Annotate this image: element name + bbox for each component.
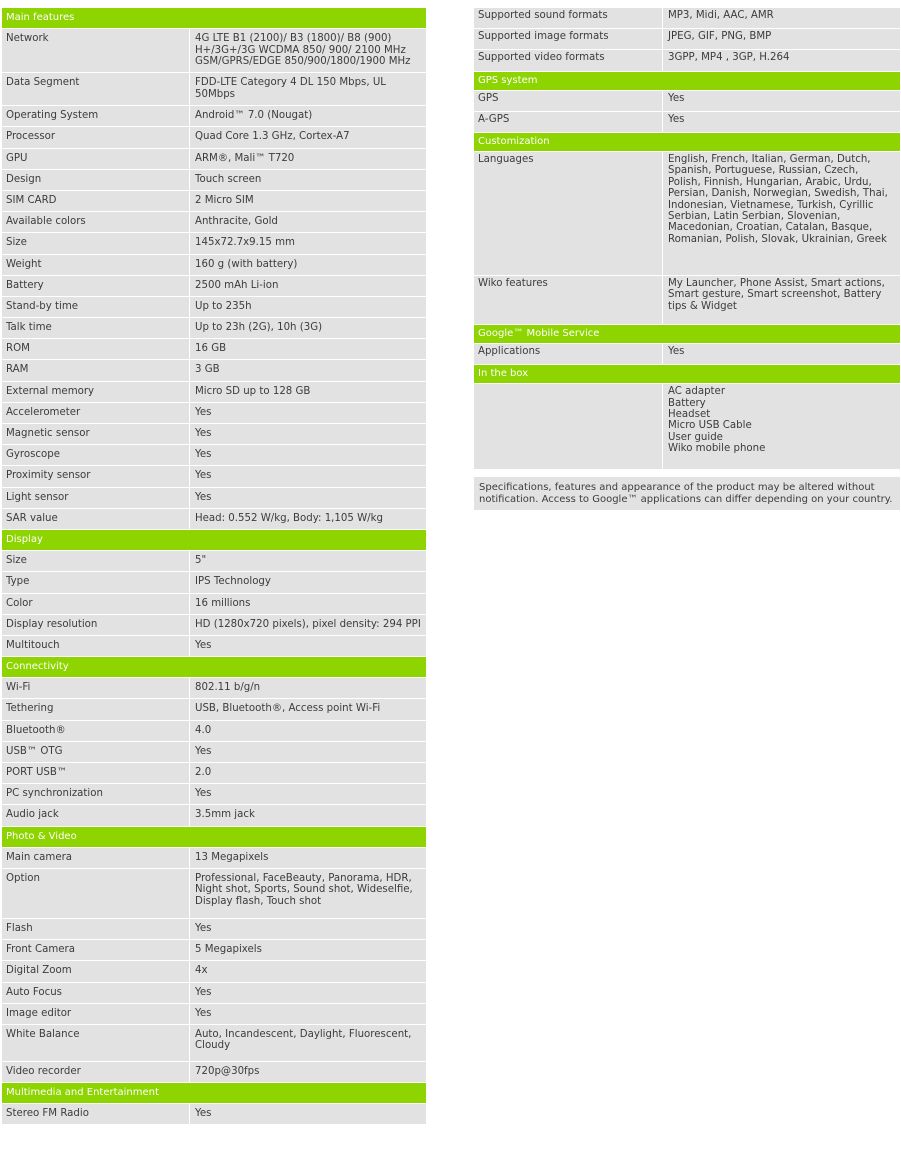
spec-row-talk-time — [2, 318, 426, 338]
spec-row-gps — [474, 91, 900, 111]
spec-label: Gyroscope — [6, 449, 60, 461]
spec-label: Image editor — [6, 1007, 72, 1019]
spec-label: Auto Focus — [6, 986, 62, 998]
spec-label: SAR value — [6, 512, 58, 524]
spec-row-image-editor — [2, 1004, 426, 1024]
spec-label: Size — [6, 237, 27, 249]
spec-row-video-recorder — [2, 1062, 426, 1082]
spec-label: Option — [6, 872, 40, 884]
spec-label: PORT USB™ — [6, 767, 68, 778]
spec-label: Light sensor — [6, 491, 69, 503]
spec-value: Android™ 7.0 (Nougat) — [189, 106, 426, 126]
spec-row-weight — [2, 255, 426, 275]
spec-value: Yes — [189, 488, 426, 508]
spec-value: Quad Core 1.3 GHz, Cortex-A7 — [189, 127, 426, 147]
spec-row-stand-by-time — [2, 297, 426, 317]
spec-row-bluetooth — [2, 721, 426, 741]
spec-value: Anthracite, Gold — [189, 212, 426, 232]
spec-label: White Balance — [6, 1028, 80, 1040]
spec-label: Proximity sensor — [6, 470, 91, 482]
spec-row-auto-focus — [2, 983, 426, 1003]
spec-label: External memory — [6, 385, 95, 397]
spec-label: Tethering — [6, 703, 54, 715]
spec-row-languages — [474, 152, 900, 275]
spec-value: 2.0 — [189, 763, 426, 783]
spec-row-flash — [2, 919, 426, 939]
spec-label: ROM — [6, 343, 30, 355]
spec-row-white-balance — [2, 1025, 426, 1061]
spec-row-tethering — [2, 699, 426, 719]
section-header-in-the-box: In the box — [474, 365, 900, 383]
spec-value: Head: 0.552 W/kg, Body: 1,105 W/kg — [189, 509, 426, 529]
spec-label: Video recorder — [6, 1065, 81, 1077]
section-header-connectivity: Connectivity — [2, 657, 426, 677]
spec-row-display-resolution — [2, 615, 426, 635]
spec-value: 3.5mm jack — [189, 805, 426, 825]
spec-row-digital-zoom — [2, 961, 426, 981]
spec-value: Up to 235h — [189, 297, 426, 317]
spec-label: Stand-by time — [6, 300, 79, 312]
spec-value: Yes — [662, 344, 900, 364]
spec-label — [474, 384, 662, 469]
spec-row-wiko-features — [474, 276, 900, 324]
spec-row-gyroscope — [2, 445, 426, 465]
spec-label: Supported video formats — [478, 52, 605, 64]
spec-value: Auto, Incandescent, Daylight, Fluorescent, Cloudy — [189, 1025, 426, 1061]
spec-label: Bluetooth® — [6, 724, 66, 736]
spec-row-available-colors — [2, 212, 426, 232]
spec-value: 16 millions — [189, 594, 426, 614]
spec-row-a-gps — [474, 112, 900, 132]
section-header-main-features: Main features — [2, 8, 426, 28]
spec-value: FDD-LTE Category 4 DL 150 Mbps, UL 50Mbps — [189, 73, 426, 105]
spec-label: Applications — [478, 345, 541, 357]
spec-label: Digital Zoom — [6, 965, 72, 977]
spec-value: Yes — [189, 1004, 426, 1024]
spec-value: 4x — [189, 961, 426, 981]
spec-row-supported-video-formats — [474, 50, 900, 70]
spec-label: Talk time — [6, 322, 52, 334]
spec-value: Yes — [189, 636, 426, 656]
spec-row-data-segment — [2, 73, 426, 105]
spec-label: Battery — [6, 279, 44, 291]
spec-row-color — [2, 594, 426, 614]
spec-value: MP3, Midi, AAC, AMR — [662, 8, 900, 28]
spec-row-external-memory — [2, 382, 426, 402]
spec-value: 145x72.7x9.15 mm — [189, 233, 426, 253]
spec-value: Yes — [189, 466, 426, 486]
spec-value: Touch screen — [189, 170, 426, 190]
spec-value: English, French, Italian, German, Dutch, Spanish, Portuguese, Russian, Czech, Polish, Finnish, Hungarian, Arabic, Urdu, Persian, Danish, Norwegian, Swedish, Thai, Indonesian, Vietnamese, Turkish, Cyrillic Serbian, Latin Serbian, Slovenian, Macedonian, Croatian, Catalan, Basque, Romanian, Polish, Slovak, Ukrainian, Greek — [662, 152, 900, 275]
spec-value: Micro SD up to 128 GB — [189, 382, 426, 402]
spec-value: 802.11 b/g/n — [189, 678, 426, 698]
spec-label: Audio jack — [6, 809, 59, 821]
spec-value: Up to 23h (2G), 10h (3G) — [189, 318, 426, 338]
spec-value: 2 Micro SIM — [189, 191, 426, 211]
spec-value: Yes — [189, 445, 426, 465]
spec-label: Accelerometer — [6, 406, 81, 418]
spec-row-size — [2, 233, 426, 253]
spec-row-stereo-fm-radio — [2, 1104, 426, 1124]
spec-row-ram — [2, 360, 426, 380]
spec-row-network — [2, 29, 426, 72]
spec-row-wi-fi — [2, 678, 426, 698]
spec-row-gpu — [2, 149, 426, 169]
spec-row-port-usb — [2, 763, 426, 783]
spec-label: Wiko features — [478, 277, 548, 289]
spec-row-multitouch — [2, 636, 426, 656]
spec-label: Size — [6, 555, 27, 567]
spec-row-supported-image-formats — [474, 29, 900, 49]
spec-row-option — [2, 869, 426, 918]
spec-label: Front Camera — [6, 944, 75, 956]
spec-row-proximity-sensor — [2, 466, 426, 486]
spec-label: Network — [6, 33, 49, 45]
spec-value: JPEG, GIF, PNG, BMP — [662, 29, 900, 49]
spec-label: SIM CARD — [6, 194, 57, 206]
spec-value: 4.0 — [189, 721, 426, 741]
spec-label: Color — [6, 597, 33, 609]
spec-row-main-camera — [2, 848, 426, 868]
spec-value: Yes — [189, 403, 426, 423]
spec-value: My Launcher, Phone Assist, Smart actions, Smart gesture, Smart screenshot, Battery tips & Widget — [662, 276, 900, 324]
section-header-display: Display — [2, 530, 426, 550]
spec-value: 3GPP, MP4 , 3GP, H.264 — [662, 50, 900, 70]
spec-label: GPU — [6, 152, 28, 164]
spec-label: Type — [6, 576, 30, 588]
spec-label: Flash — [6, 922, 33, 934]
spec-row-usb-otg — [2, 742, 426, 762]
spec-label: A-GPS — [478, 113, 510, 125]
spec-row-size — [2, 551, 426, 571]
spec-value: HD (1280x720 pixels), pixel density: 294 PPI — [189, 615, 426, 635]
spec-label: Processor — [6, 131, 56, 143]
section-header-google-mobile-service: Google™ Mobile Service — [474, 325, 900, 343]
spec-value: IPS Technology — [189, 572, 426, 592]
spec-value: Yes — [662, 112, 900, 132]
section-header-gps-system: GPS system — [474, 72, 900, 90]
spec-label: Display resolution — [6, 618, 98, 630]
spec-label: RAM — [6, 364, 29, 376]
spec-value: 4G LTE B1 (2100)/ B3 (1800)/ B8 (900) H+/3G+/3G WCDMA 850/ 900/ 2100 MHz GSM/GPRS/EDGE 850/900/1800/1900 MHz — [189, 29, 426, 72]
spec-value: Yes — [189, 983, 426, 1003]
spec-row-sim-card — [2, 191, 426, 211]
spec-value: 16 GB — [189, 339, 426, 359]
spec-row-design — [2, 170, 426, 190]
spec-row-audio-jack — [2, 805, 426, 825]
spec-value: Yes — [189, 919, 426, 939]
spec-label: Design — [6, 173, 42, 185]
spec-label: Stereo FM Radio — [6, 1108, 89, 1120]
specs-table-left — [2, 8, 426, 1125]
spec-row-rom — [2, 339, 426, 359]
spec-label: Available colors — [6, 216, 86, 228]
spec-value: 13 Megapixels — [189, 848, 426, 868]
spec-value: 720p@30fps — [189, 1062, 426, 1082]
section-header-customization: Customization — [474, 133, 900, 151]
spec-label: Wi-Fi — [6, 682, 31, 694]
spec-row-light-sensor — [2, 488, 426, 508]
spec-value: Yes — [189, 784, 426, 804]
spec-label: Data Segment — [6, 77, 80, 89]
spec-row-accelerometer — [2, 403, 426, 423]
spec-value: 160 g (with battery) — [189, 255, 426, 275]
spec-row-operating-system — [2, 106, 426, 126]
spec-value: Yes — [189, 1104, 426, 1124]
section-header-photo-video: Photo & Video — [2, 827, 426, 847]
spec-label: Main camera — [6, 851, 73, 863]
spec-value: ARM®, Mali™ T720 — [189, 149, 426, 169]
spec-value: 5" — [189, 551, 426, 571]
spec-value: 2500 mAh Li-ion — [189, 276, 426, 296]
spec-label: Operating System — [6, 110, 99, 122]
spec-label: USB™ OTG — [6, 745, 63, 757]
spec-value: Yes — [662, 91, 900, 111]
spec-label: Magnetic sensor — [6, 428, 90, 439]
spec-value: 3 GB — [189, 360, 426, 380]
spec-label: Languages — [478, 153, 534, 165]
spec-label: GPS — [478, 92, 499, 104]
spec-label: PC synchronization — [6, 788, 103, 800]
spec-label: Weight — [6, 258, 42, 270]
spec-value: 5 Megapixels — [189, 940, 426, 960]
spec-row-applications — [474, 344, 900, 364]
spec-label: Supported image formats — [478, 31, 609, 43]
spec-row-front-camera — [2, 940, 426, 960]
specs-table-right — [474, 8, 900, 510]
spec-row-type — [2, 572, 426, 592]
spec-value: Yes — [189, 424, 426, 444]
spec-row-sar-value — [2, 509, 426, 529]
section-header-multimedia-and-entertainment: Multimedia and Entertainment — [2, 1083, 426, 1103]
spec-row-supported-sound-formats — [474, 8, 900, 28]
spec-value: AC adapter Battery Headset Micro USB Cable User guide Wiko mobile phone — [662, 384, 900, 469]
spec-label: Multitouch — [6, 639, 60, 651]
spec-value: USB, Bluetooth®, Access point Wi-Fi — [189, 699, 426, 719]
spec-row-blank — [474, 384, 900, 469]
spec-row-magnetic-sensor — [2, 424, 426, 444]
spec-row-pc-synchronization — [2, 784, 426, 804]
spec-label: Supported sound formats — [478, 10, 608, 21]
spec-value: Yes — [189, 742, 426, 762]
disclaimer-note: Specifications, features and appearance of the product may be altered without notification. Access to Google™ applications can differ depending on your country. — [474, 477, 900, 510]
spec-row-battery — [2, 276, 426, 296]
spec-row-processor — [2, 127, 426, 147]
spec-value: Professional, FaceBeauty, Panorama, HDR, Night shot, Sports, Sound shot, Wideselfie, Display flash, Touch shot — [189, 869, 426, 918]
